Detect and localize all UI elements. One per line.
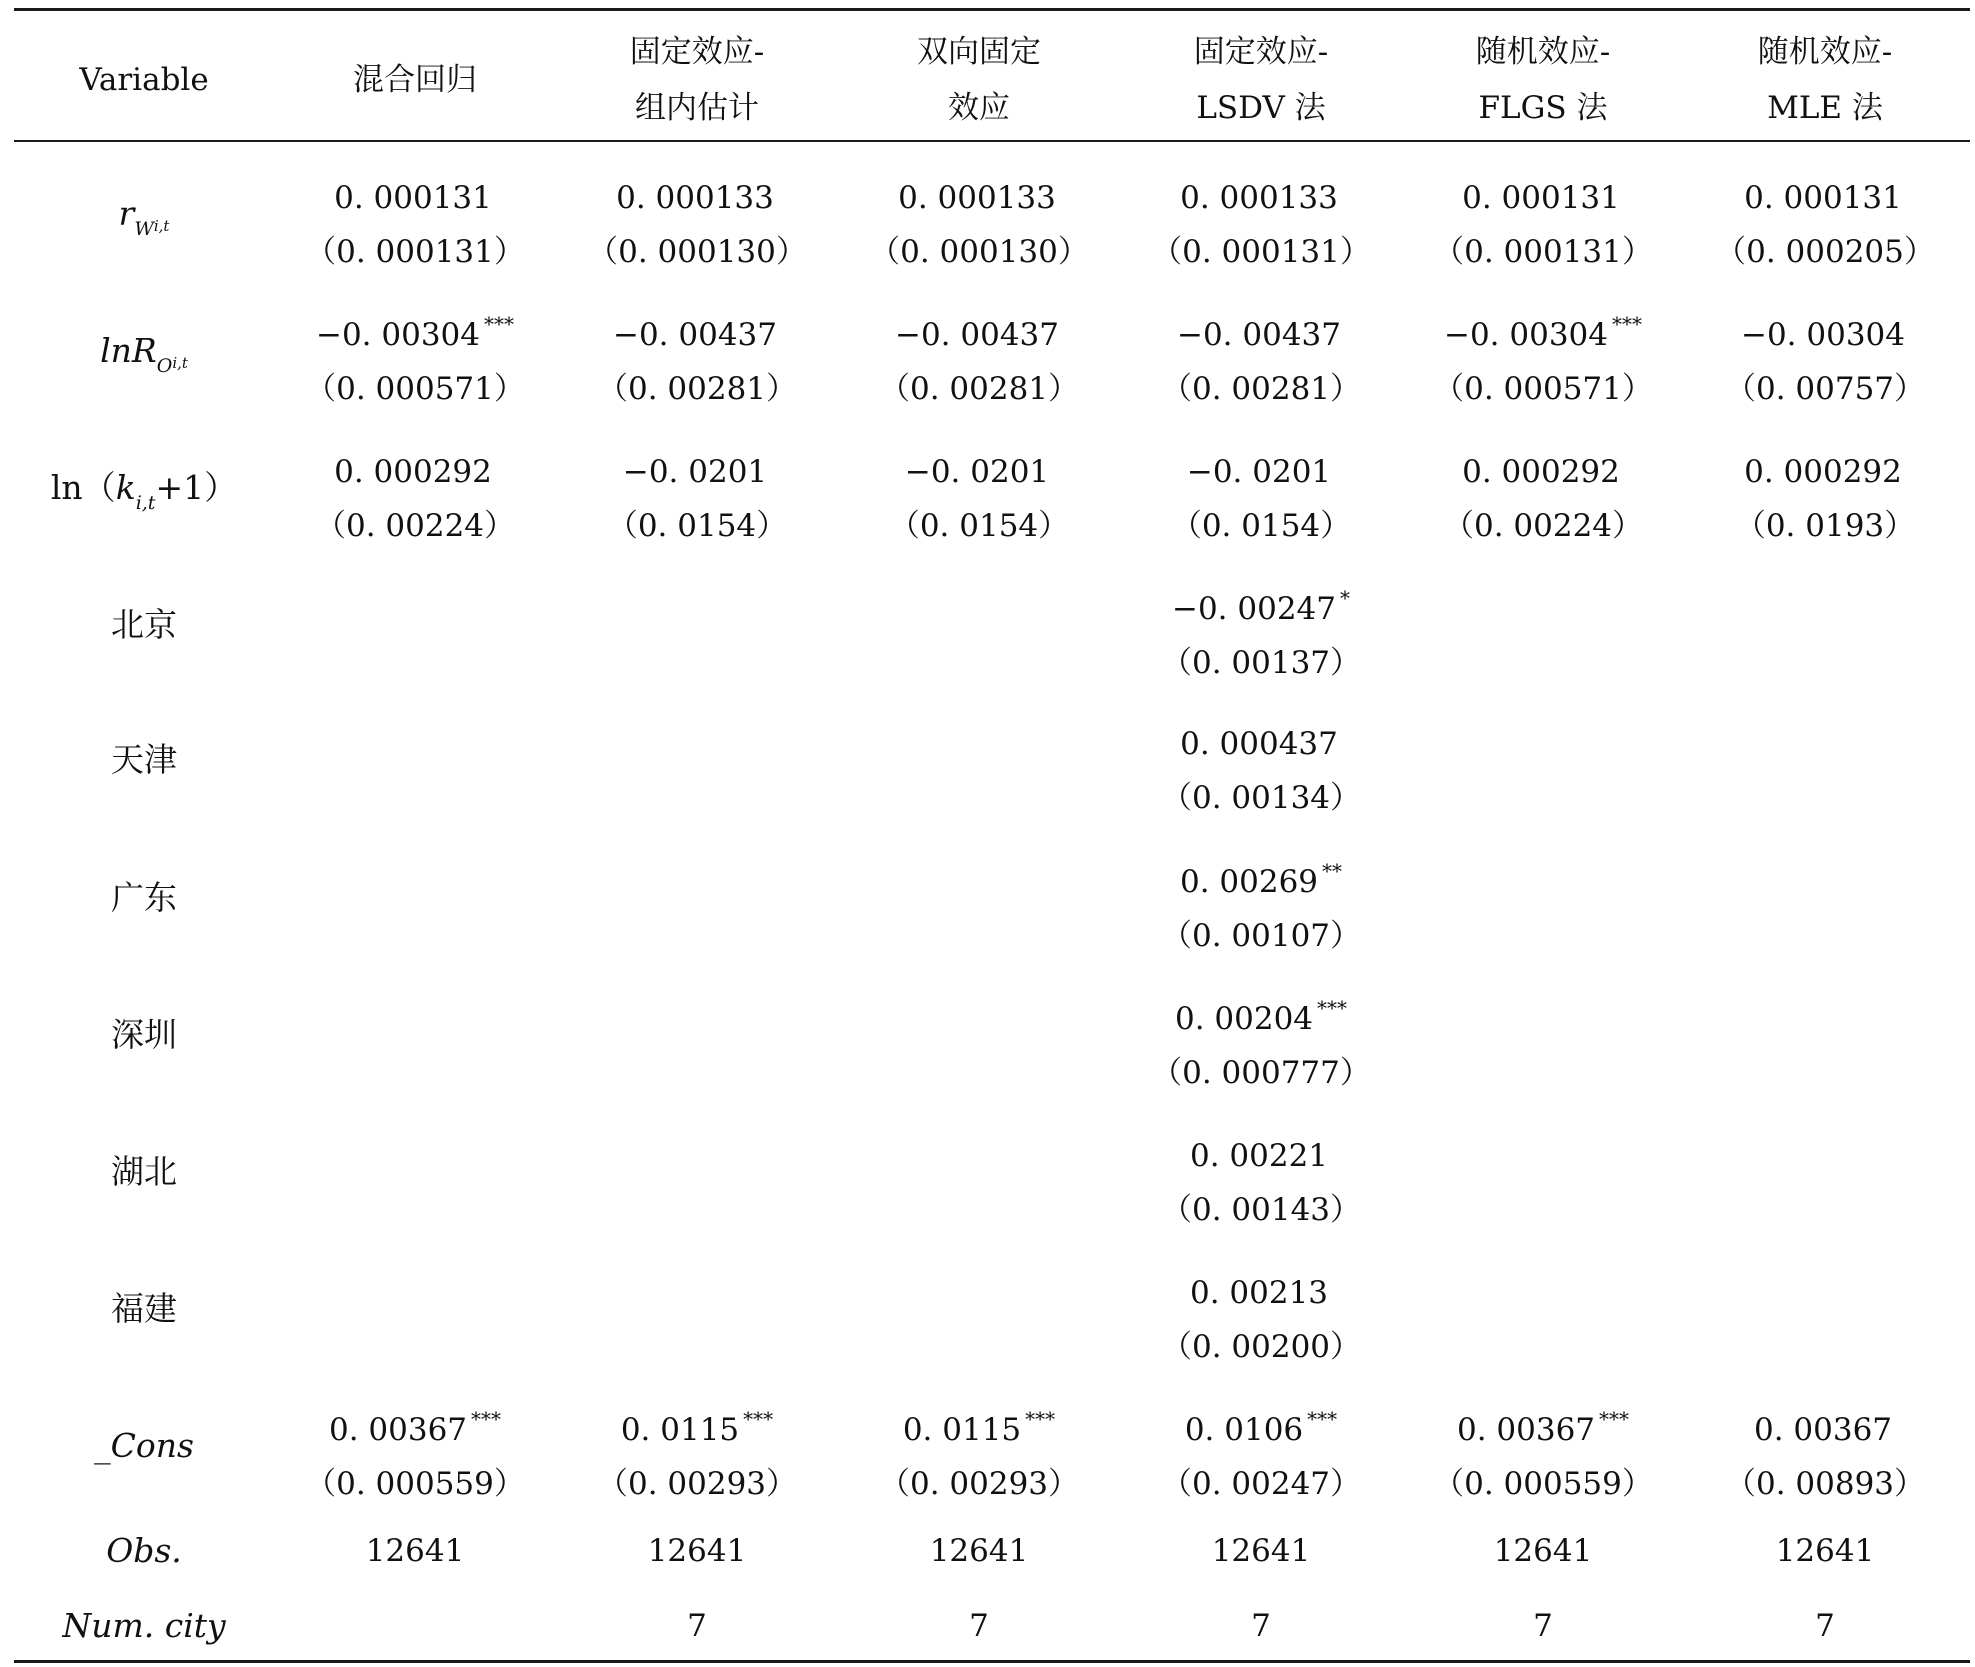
table-cell: [838, 1392, 1120, 1511]
table-cell: [274, 1392, 556, 1511]
row-label: [14, 434, 274, 557]
cell-stars: ***: [1317, 996, 1348, 1020]
header-col-6-line1: 随机效应-: [1757, 34, 1893, 70]
table-row: [14, 1599, 1970, 1653]
cell-coef: −0. 00247: [1171, 591, 1337, 627]
cell-coef: 0. 0106: [1184, 1412, 1304, 1448]
cell-coef: 0. 000131: [334, 180, 492, 216]
cell-coef: 0. 00367: [1753, 1412, 1893, 1448]
cell-se: （0. 00143）: [1160, 1192, 1362, 1228]
table-row: [14, 1392, 1970, 1500]
row-label-base: k: [115, 468, 136, 507]
row-label-sub: O: [156, 355, 173, 377]
cell-se: （0. 0193）: [1734, 508, 1916, 544]
table-row: [14, 160, 1970, 268]
table-cell: [1402, 160, 1684, 279]
header-col-6: [1684, 20, 1966, 140]
table-cell: [1684, 434, 1966, 553]
cell-coef: −0. 00437: [1176, 317, 1342, 353]
header-col-6-line2: MLE 法: [1767, 90, 1883, 126]
table-cell: [556, 297, 838, 416]
cell-coef: 0. 00367: [328, 1412, 468, 1448]
cell-stars: ***: [1307, 1407, 1338, 1431]
table-cell: [556, 434, 838, 553]
table-cell: [1120, 160, 1402, 279]
cell-stars: ***: [471, 1407, 502, 1431]
cell-stars: ***: [1025, 1407, 1056, 1431]
cell-coef: −0. 00304: [315, 317, 481, 353]
top-rule: [14, 8, 1970, 11]
table-cell: [1402, 434, 1684, 553]
header-col-5: [1402, 20, 1684, 140]
table-cell: [1120, 1392, 1402, 1511]
cell-se: （0. 00224）: [1442, 508, 1644, 544]
table-row: [14, 1118, 1970, 1226]
cell-se: （0. 000571）: [305, 371, 525, 407]
cell-stars: *: [1340, 586, 1351, 610]
cell-se: （0. 000205）: [1715, 234, 1935, 270]
cell-coef: 0. 000292: [334, 454, 492, 490]
row-label: 福建: [111, 1289, 177, 1328]
table-cell: [274, 434, 556, 553]
cell-se: （0. 00247）: [1160, 1466, 1362, 1502]
header-col-5-line2: FLGS 法: [1478, 90, 1608, 126]
cell-se: （0. 000131）: [305, 234, 525, 270]
table-cell: [556, 1392, 838, 1511]
cell-coef: 0. 00269: [1179, 864, 1319, 900]
cell-coef: 0. 00221: [1189, 1138, 1329, 1174]
row-label: [14, 160, 274, 283]
header-col-3: [838, 20, 1120, 140]
row-label: _Cons: [94, 1426, 194, 1465]
table-cell: [838, 297, 1120, 416]
table-cell: [1120, 981, 1402, 1100]
table-cell: 7: [1815, 1608, 1835, 1644]
header-col-2-line1: 固定效应-: [629, 34, 765, 70]
table-cell: 12641: [365, 1533, 465, 1569]
row-label: 北京: [111, 605, 177, 644]
row-label: Num. city: [62, 1606, 226, 1645]
table-cell: [1402, 297, 1684, 416]
cell-se: （0. 00281）: [1160, 371, 1362, 407]
cell-se: （0. 000130）: [587, 234, 807, 270]
row-label-post: +1）: [155, 468, 238, 507]
table-cell: 12641: [1775, 1533, 1875, 1569]
table-cell: [1120, 297, 1402, 416]
cell-se: （0. 000777）: [1151, 1055, 1371, 1091]
row-label: 深圳: [111, 1015, 177, 1054]
cell-se: （0. 00224）: [314, 508, 516, 544]
cell-se: （0. 00893）: [1724, 1466, 1926, 1502]
table-cell: [1120, 706, 1402, 825]
cell-coef: 0. 000131: [1744, 180, 1902, 216]
row-label-subsub: i,t: [153, 217, 170, 235]
table-cell: 12641: [1493, 1533, 1593, 1569]
table-cell: [838, 434, 1120, 553]
table-cell: [1120, 844, 1402, 963]
cell-coef: 0. 00213: [1189, 1275, 1329, 1311]
cell-coef: 0. 000292: [1462, 454, 1620, 490]
table-cell: 12641: [929, 1533, 1029, 1569]
table-cell: [556, 160, 838, 279]
header-col-5-line1: 随机效应-: [1475, 34, 1611, 70]
table-cell: [274, 160, 556, 279]
cell-coef: 0. 0115: [902, 1412, 1022, 1448]
cell-coef: −0. 00304: [1740, 317, 1906, 353]
cell-coef: −0. 00437: [612, 317, 778, 353]
row-label: 天津: [111, 740, 177, 779]
cell-coef: 0. 000133: [1180, 180, 1338, 216]
header-col-3-line1: 双向固定: [917, 34, 1041, 70]
header-col-2: [556, 20, 838, 140]
table-cell: [1120, 571, 1402, 690]
cell-coef: −0. 00437: [894, 317, 1060, 353]
row-label-base: lnR: [100, 331, 157, 370]
table-row: [14, 844, 1970, 952]
cell-se: （0. 00281）: [596, 371, 798, 407]
cell-se: （0. 0154）: [1170, 508, 1352, 544]
header-variable-label: Variable: [79, 62, 209, 98]
cell-se: （0. 00293）: [596, 1466, 798, 1502]
row-label-pre: ln（: [50, 468, 116, 507]
cell-coef: −0. 0201: [622, 454, 768, 490]
row-label-sub: i,t: [135, 492, 156, 514]
table-row: [14, 1255, 1970, 1363]
table-row: [14, 297, 1970, 405]
header-col-4-line2: LSDV 法: [1196, 90, 1326, 126]
cell-coef: 0. 000292: [1744, 454, 1902, 490]
table-cell: 7: [969, 1608, 989, 1644]
header-col-4-line1: 固定效应-: [1193, 34, 1329, 70]
table-cell: 7: [1251, 1608, 1271, 1644]
header-col-1-line1: 混合回归: [353, 62, 477, 98]
table-row: [14, 571, 1970, 679]
cell-se: （0. 00137）: [1160, 645, 1362, 681]
cell-se: （0. 00134）: [1160, 780, 1362, 816]
cell-coef: 0. 000133: [616, 180, 774, 216]
cell-stars: ***: [484, 312, 515, 336]
cell-coef: 0. 0115: [620, 1412, 740, 1448]
header-rule: [14, 140, 1970, 142]
table-cell: 7: [1533, 1608, 1553, 1644]
row-label: 广东: [111, 878, 177, 917]
cell-se: （0. 000571）: [1433, 371, 1653, 407]
table-cell: [1120, 1118, 1402, 1237]
row-label: Obs.: [106, 1531, 182, 1570]
cell-se: （0. 000131）: [1151, 234, 1371, 270]
table-row: [14, 981, 1970, 1089]
table-cell: [838, 160, 1120, 279]
table-cell: [1684, 297, 1966, 416]
row-label-sub: W: [134, 218, 154, 240]
cell-coef: 0. 000133: [898, 180, 1056, 216]
cell-coef: −0. 0201: [904, 454, 1050, 490]
table-row: [14, 1524, 1970, 1578]
table-cell: [1684, 160, 1966, 279]
row-label: 湖北: [111, 1152, 177, 1191]
cell-coef: 0. 000131: [1462, 180, 1620, 216]
header-col-3-line2: 效应: [948, 90, 1010, 126]
cell-se: （0. 000131）: [1433, 234, 1653, 270]
table-cell: [1402, 1392, 1684, 1511]
cell-coef: 0. 00367: [1456, 1412, 1596, 1448]
row-label-base: r: [118, 194, 135, 233]
header-col-4: [1120, 20, 1402, 140]
cell-coef: 0. 000437: [1180, 726, 1338, 762]
bottom-rule: [14, 1660, 1970, 1663]
cell-se: （0. 0154）: [888, 508, 1070, 544]
cell-coef: −0. 0201: [1186, 454, 1332, 490]
cell-se: （0. 000130）: [869, 234, 1089, 270]
cell-coef: 0. 00204: [1174, 1001, 1314, 1037]
row-label-subsub: i,t: [172, 354, 188, 372]
header-col-2-line2: 组内估计: [635, 90, 759, 126]
cell-stars: ***: [743, 1407, 774, 1431]
cell-se: （0. 00757）: [1724, 371, 1926, 407]
cell-coef: −0. 00304: [1443, 317, 1609, 353]
cell-stars: ***: [1612, 312, 1643, 336]
cell-stars: **: [1322, 859, 1343, 883]
row-label: [14, 297, 274, 420]
table-cell: [1120, 434, 1402, 553]
table-cell: 7: [687, 1608, 707, 1644]
table-cell: 12641: [647, 1533, 747, 1569]
header-variable: [14, 20, 274, 140]
table-row: [14, 706, 1970, 814]
cell-stars: ***: [1599, 1407, 1630, 1431]
table-cell: [1120, 1255, 1402, 1374]
table-cell: 12641: [1211, 1533, 1311, 1569]
cell-se: （0. 00200）: [1160, 1329, 1362, 1365]
cell-se: （0. 0154）: [606, 508, 788, 544]
cell-se: （0. 00107）: [1160, 918, 1362, 954]
header-col-1: [274, 20, 556, 140]
cell-se: （0. 000559）: [1433, 1466, 1653, 1502]
cell-se: （0. 00293）: [878, 1466, 1080, 1502]
table-cell: [274, 297, 556, 416]
cell-se: （0. 000559）: [305, 1466, 525, 1502]
table-cell: [1684, 1392, 1966, 1511]
table-row: [14, 434, 1970, 542]
cell-se: （0. 00281）: [878, 371, 1080, 407]
